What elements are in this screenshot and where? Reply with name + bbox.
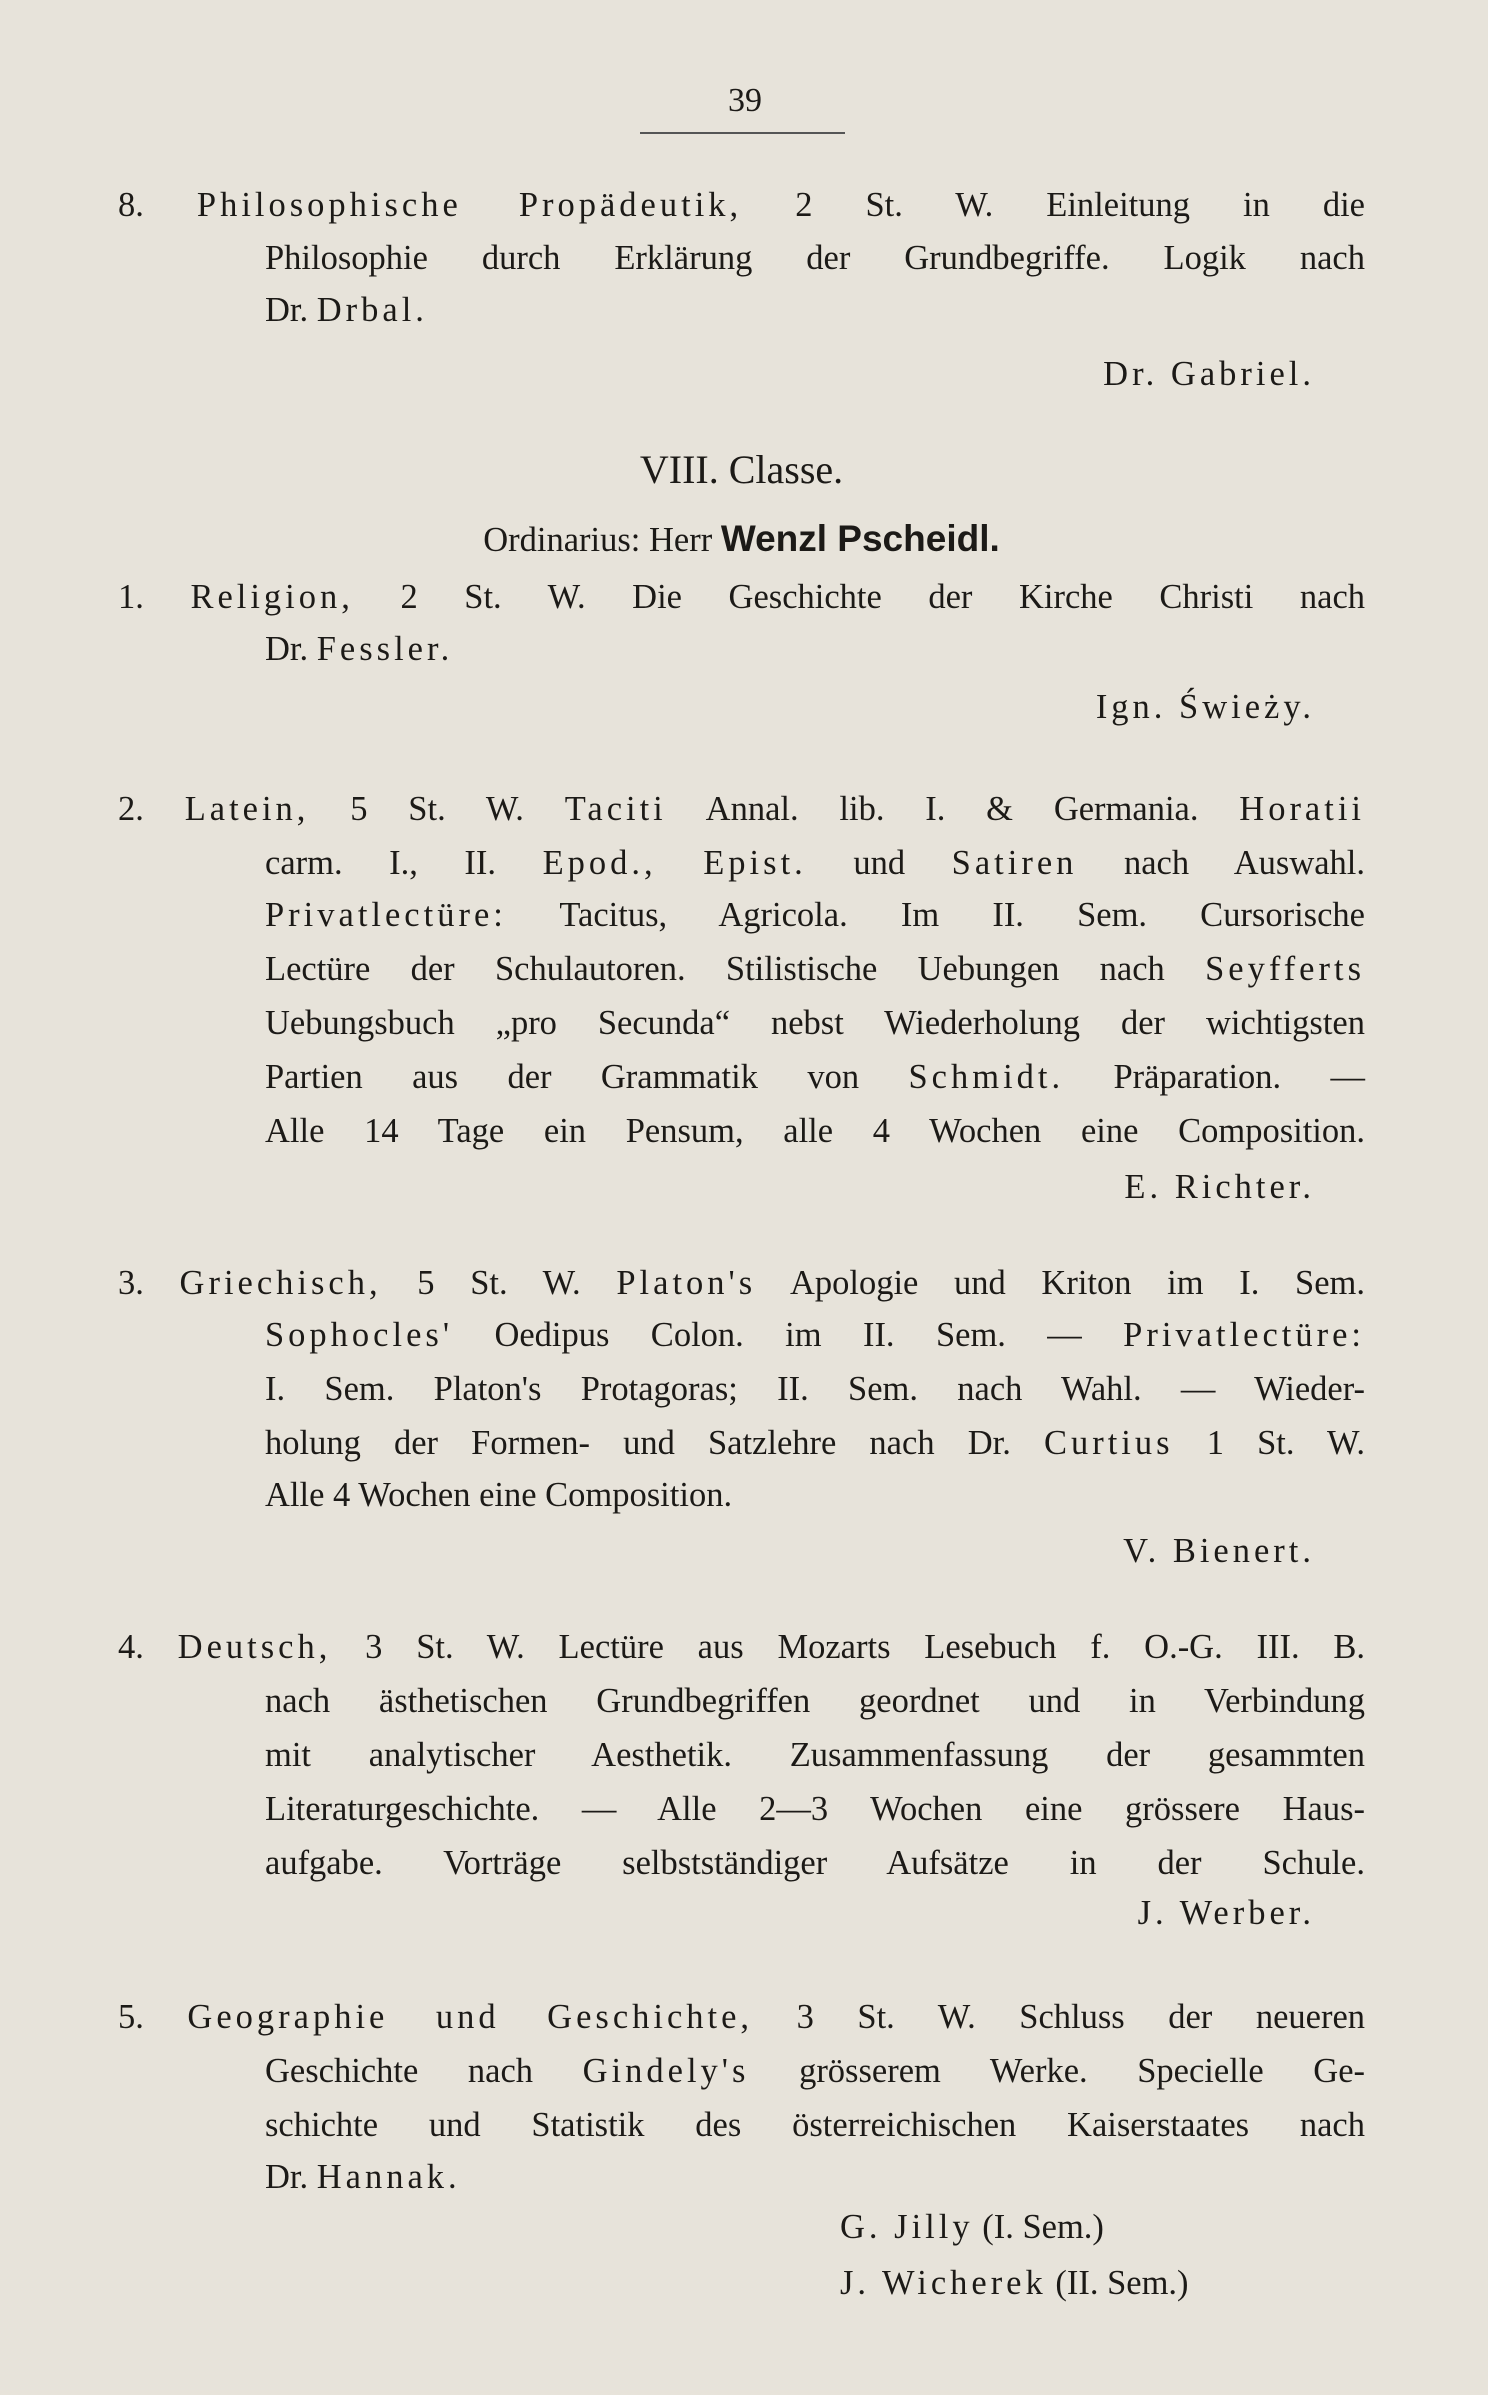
author-name: Platon's (616, 1264, 757, 1302)
item-number: 3. (118, 1264, 144, 1302)
author-name: Curtius (1043, 1424, 1174, 1462)
latein-line-3 (265, 898, 1365, 933)
subject-name: Griechisch, (179, 1264, 382, 1302)
subject-name: Deutsch, (177, 1628, 332, 1666)
class-heading: VIII. Classe. (639, 447, 844, 492)
item-text: Apologie und Kriton im I. Sem. (789, 1264, 1365, 1302)
privatlectuere-label: Privatlectüre: (1123, 1316, 1366, 1354)
item-text: Partien aus der Grammatik von (265, 1058, 860, 1096)
item-8-line-3 (265, 293, 1365, 328)
item-text: 1 St. W. (1206, 1424, 1366, 1462)
subject-name: Religion, (190, 578, 354, 616)
latein-line-1 (118, 792, 1365, 827)
teacher-name: Dr. Gabriel. (1103, 355, 1315, 393)
item-text: Dr. (265, 2158, 309, 2196)
item-text: Dr. (265, 630, 309, 668)
teacher-name (840, 2266, 1340, 2301)
author-name: Seyfferts (1205, 950, 1365, 988)
author-name: Drbal. (316, 291, 428, 329)
author-name: Taciti (564, 790, 667, 828)
item-text: nach Auswahl. (1123, 844, 1366, 882)
teacher-name: J. Werber. (1137, 1894, 1315, 1932)
griechisch-line-4 (265, 1426, 1365, 1461)
latein-line-4 (265, 952, 1365, 987)
geographie-line-1 (118, 2000, 1365, 2035)
griechisch-line-5: Alle 4 Wochen eine Composition. (265, 1476, 733, 1514)
subject-name: Geographie und Geschichte, (187, 1998, 754, 2036)
item-text: Tacitus, Agricola. Im II. Sem. Cursorische (559, 896, 1365, 934)
item-text: 3 St. W. Schluss der neueren (796, 1998, 1366, 2036)
teacher-name-text: G. Jilly (840, 2208, 974, 2246)
teacher-name: V. Bienert. (1123, 1532, 1315, 1570)
subject-name: Latein, (184, 790, 310, 828)
item-number: 2. (118, 790, 144, 828)
geographie-line-3: schichte und Statistik des österreichischen Kaiserstaates nach (265, 2106, 1365, 2144)
item-text: Oedipus Colon. im II. Sem. — (494, 1316, 1082, 1354)
griechisch-line-2 (265, 1318, 1365, 1353)
author-name: Horatii (1239, 790, 1366, 828)
item-text: 2 St. W. Die Geschichte der Kirche Christi nach (400, 578, 1366, 616)
item-text: grösserem Werke. Specielle Ge- (799, 2052, 1366, 2090)
item-text: Dr. (265, 291, 309, 329)
work-title: Epist. (703, 844, 807, 882)
geographie-line-4 (265, 2160, 1365, 2195)
teacher-semester: (I. Sem.) (982, 2208, 1104, 2246)
author-name: Schmidt. (908, 1058, 1065, 1096)
work-title: Satiren (951, 844, 1078, 882)
griechisch-line-3: I. Sem. Platon's Protagoras; II. Sem. nach Wahl. — Wieder- (265, 1370, 1365, 1408)
latein-line-2 (265, 846, 1365, 881)
latein-line-7: Alle 14 Tage ein Pensum, alle 4 Wochen eine Composition. (265, 1112, 1365, 1150)
work-title: Epod., (542, 844, 657, 882)
privatlectuere-label: Privatlectüre: (265, 896, 507, 934)
teacher-name: Ign. Świeży. (1095, 688, 1315, 726)
author-name: Hannak. (316, 2158, 461, 2196)
geographie-line-2 (265, 2054, 1365, 2089)
item-text: 3 St. W. Lectüre aus Mozarts Lesebuch f. O.-G. III. B. (365, 1628, 1366, 1666)
author-name: Sophocles' (265, 1316, 454, 1354)
latein-line-5: Uebungsbuch „pro Secunda“ nebst Wiederholung der wichtigsten (265, 1004, 1365, 1042)
teacher-name-text: J. Wicherek (840, 2264, 1047, 2302)
deutsch-line-3: mit analytischer Aesthetik. Zusammenfassung der gesammten (265, 1736, 1365, 1774)
item-text: 5 St. W. (350, 790, 524, 828)
page-number: 39 (728, 82, 762, 119)
item-text: 2 St. W. Einleitung in die (795, 186, 1365, 224)
item-8-line-1 (118, 188, 1365, 223)
latein-line-6 (265, 1060, 1365, 1095)
item-text: 5 St. W. (417, 1264, 581, 1302)
ordinarius-line (118, 520, 1365, 558)
header-rule (640, 132, 845, 134)
item-text: holung der Formen- und Satzlehre nach Dr. (265, 1424, 1011, 1462)
deutsch-line-2: nach ästhetischen Grundbegriffen geordnet und in Verbindung (265, 1682, 1365, 1720)
item-number: 5. (118, 1998, 144, 2036)
griechisch-line-1 (118, 1266, 1365, 1301)
item-text: Lectüre der Schulautoren. Stilistische Uebungen nach (265, 950, 1165, 988)
item-number: 4. (118, 1628, 144, 1666)
item-text: carm. I., II. (265, 844, 497, 882)
item-number: 1. (118, 578, 144, 616)
item-number: 8. (118, 186, 144, 224)
item-text: Geschichte nach (265, 2052, 534, 2090)
ordinarius-name: Wenzl Pscheidl. (720, 518, 1000, 559)
teacher-semester: (II. Sem.) (1055, 2264, 1189, 2302)
item-8-line-2: Philosophie durch Erklärung der Grundbegriffe. Logik nach (265, 239, 1365, 277)
teacher-name: E. Richter. (1124, 1168, 1315, 1206)
deutsch-line-5: aufgabe. Vorträge selbstständiger Aufsätze in der Schule. (265, 1844, 1365, 1882)
religion-line-2 (265, 632, 1365, 667)
religion-line-1 (118, 580, 1365, 615)
teacher-name (840, 2210, 1340, 2245)
author-name: Fessler. (316, 630, 454, 668)
author-name: Gindely's (582, 2052, 750, 2090)
ordinarius-label: Ordinarius: Herr (483, 521, 713, 559)
item-text: und (853, 844, 906, 882)
deutsch-line-1 (118, 1630, 1365, 1665)
item-text: Annal. lib. I. & Germania. (705, 790, 1199, 828)
subject-name: Philosophische Propädeutik, (196, 186, 743, 224)
item-text: Präparation. — (1113, 1058, 1366, 1096)
deutsch-line-4: Literaturgeschichte. — Alle 2—3 Wochen eine grössere Haus- (265, 1790, 1365, 1828)
